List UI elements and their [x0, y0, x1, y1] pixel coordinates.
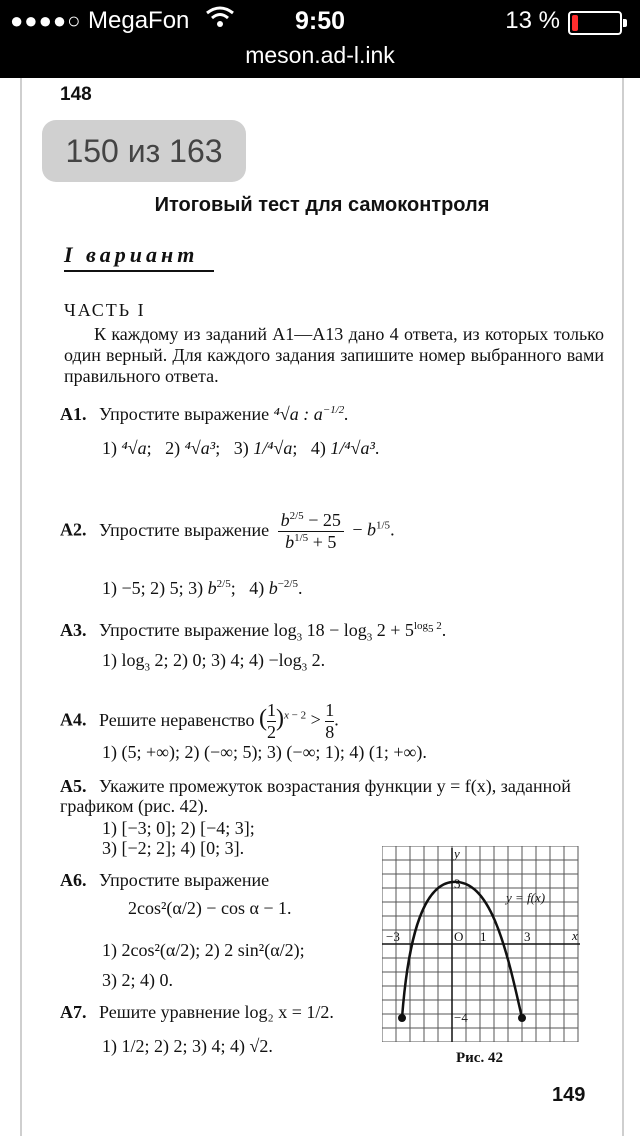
task-a4: А4. Решите неравенство ( $\frac{1}{2}$ )$^{x - 2}$ > $\frac{1}{8}$ . [60, 700, 339, 742]
svg-text:O: O [454, 929, 464, 944]
svg-text:3: 3 [524, 929, 531, 944]
svg-text:3: 3 [454, 876, 461, 891]
task-text: Упростите выражение [99, 519, 270, 540]
task-label: А3. [60, 620, 87, 640]
task-text: Решите неравенство [99, 709, 255, 730]
clock: 9:50 [294, 7, 346, 35]
task-a1-answers: 1) ⁴√a; 2) ⁴√a³; 3) 1/⁴√a; 4) 1/⁴√a³. [102, 438, 380, 458]
svg-text:1: 1 [480, 929, 487, 944]
part-heading: ЧАСТЬ I [64, 300, 146, 320]
task-a7-answers: 1) 1/2; 2) 2; 3) 4; 4) √2. [102, 1036, 273, 1056]
page-counter-badge: 150 из 163 [42, 120, 246, 182]
document-page[interactable] [20, 78, 624, 1136]
figure-caption: Рис. 42 [456, 1050, 503, 1066]
task-a6-answers-row2: 3) 2; 4) 0. [102, 970, 173, 990]
function-graph [382, 846, 582, 1042]
task-a5-answers-row1: 1) [−3; 0]; 2) [−4; 3]; [102, 818, 255, 838]
task-label: А4. [60, 709, 87, 730]
carrier-name: MegaFon [88, 7, 190, 34]
task-label: А6. [60, 870, 87, 890]
intro-text: К каждому из заданий А1—А13 дано 4 ответа, из которых только один верный. Для каждого задания запишите номер выбранного вами правильного ответа. [64, 324, 604, 386]
task-text: Упростите выражение [99, 404, 270, 424]
svg-text:y: y [454, 846, 460, 861]
task-text: Упростите выражение log [99, 620, 297, 640]
task-a2: А2. Упростите выражение $\frac{b^{2/5} - 25}{b^{1/5} + 5}$ − $b^{1/5}$. [60, 510, 395, 552]
task-label: А7. [60, 1002, 87, 1022]
svg-text:x: x [572, 928, 578, 943]
battery-percent: 13 % [505, 7, 560, 34]
task-a7 [60, 1002, 334, 1023]
variant-heading: I вариант [64, 242, 214, 272]
task-a6-expression: 2cos²(α/2) − cos α − 1. [128, 898, 292, 918]
task-text: Упростите выражение [99, 870, 270, 890]
svg-text:−3: −3 [386, 929, 400, 944]
page-title: Итоговый тест для самоконтроля [154, 194, 490, 216]
task-label: А1. [60, 404, 87, 424]
task-text: Укажите промежуток возрастания функции y = f(x), заданной графиком (рис. 42). [60, 776, 571, 816]
task-a1: А1. Упростите выражение ⁴√a : $a^{-1/2}$. [60, 404, 349, 424]
task-a6-answers-row1: 1) 2cos²(α/2); 2) 2 sin²(α/2); [102, 940, 305, 960]
task-a3-answers: 1) $\log_3 2$; 2) 0; 3) 4; $4) -\log_3$ 2. [102, 650, 326, 674]
task-a6 [60, 870, 269, 891]
task-a2-answers: 1) −5; 2) 5; 3) $b^{2/5}$; 4) $b^{-2/5}$. [102, 578, 303, 598]
graph-label: y = f(x) [506, 890, 546, 905]
task-a5-answers-row2: 3) [−2; 2]; 4) [0; 3]. [102, 838, 245, 858]
task-a4-answers: 1) (5; +∞); 2) (−∞; 5); 3) (−∞; 1); 4) (1; +∞). [102, 742, 427, 762]
task-a3: А3. Упростите выражение $\log_3 18 - \log_3 2 + 5^{log_5 2}$. [60, 620, 447, 644]
top-page-number: 148 [60, 84, 92, 105]
url-bar[interactable]: meson.ad-l.ink [245, 42, 395, 68]
task-a5 [60, 776, 608, 816]
task-label: А5. [60, 776, 87, 796]
battery-icon [568, 11, 622, 35]
signal-indicator: ●●●●○ [10, 8, 82, 33]
task-text: Решите уравнение log₂ x = 1/2. [99, 1002, 334, 1022]
task-label: А2. [60, 519, 87, 540]
svg-text:−4: −4 [454, 1010, 468, 1025]
status-bar [0, 0, 640, 78]
bottom-page-number: 149 [552, 1084, 586, 1106]
